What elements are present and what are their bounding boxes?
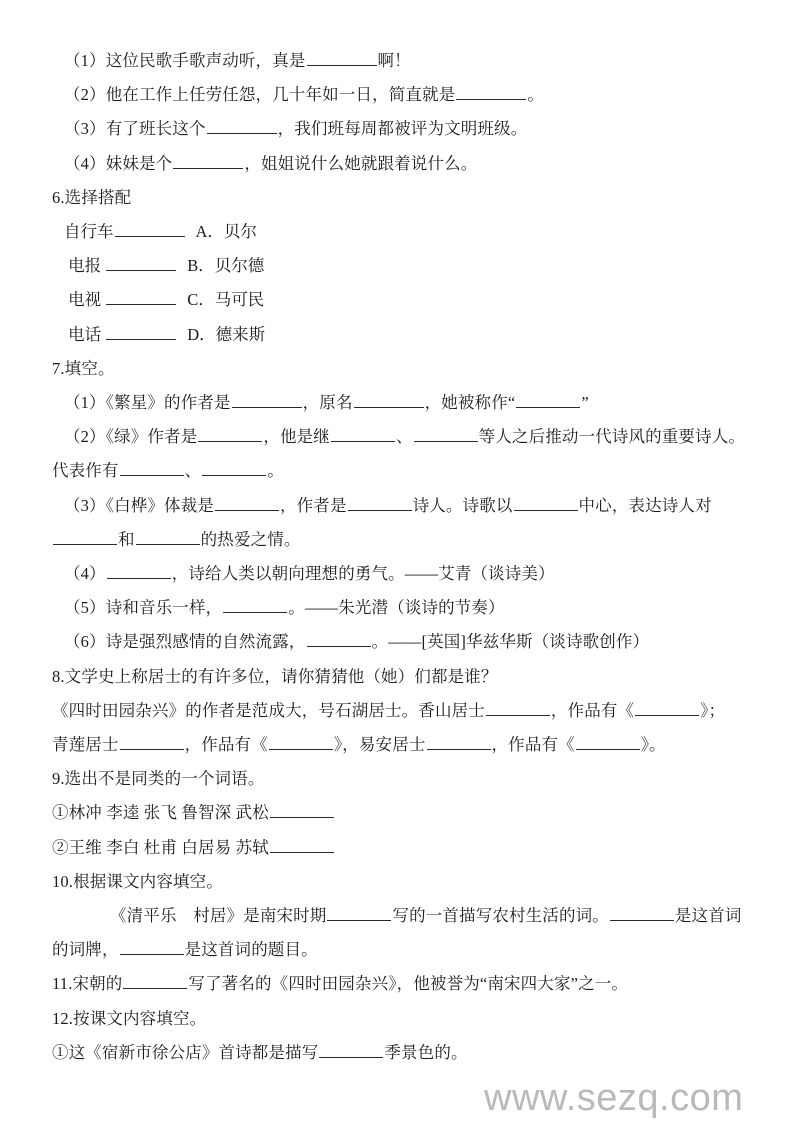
question-text: 青莲居士 xyxy=(52,735,119,755)
match-option: B．贝尔德 xyxy=(187,256,265,276)
question-text: ，作品有《 xyxy=(550,700,635,720)
question-text: 诗人。诗歌以 xyxy=(412,495,513,515)
question-text: ②王维 李白 杜甫 白居易 苏轼 xyxy=(52,837,269,857)
question-line xyxy=(52,147,748,181)
answer-blank[interactable] xyxy=(120,460,184,476)
answer-blank[interactable] xyxy=(456,84,526,100)
answer-blank[interactable] xyxy=(331,426,395,442)
answer-blank[interactable] xyxy=(576,734,640,750)
match-term: 电视 xyxy=(64,290,106,310)
site-watermark: www.sezq.com xyxy=(484,1077,744,1119)
question-line xyxy=(52,660,748,694)
question-text: （4）妹妹是个 xyxy=(64,153,173,173)
match-row xyxy=(52,283,748,317)
question-text: 7.填空。 xyxy=(52,358,115,378)
answer-blank[interactable] xyxy=(232,392,302,408)
question-text: ，作品有《 xyxy=(184,735,268,755)
question-text: 《清平乐 村居》是南宋时期 xyxy=(110,906,327,926)
question-line xyxy=(52,762,748,796)
answer-blank[interactable] xyxy=(207,118,277,134)
question-text: 的热爱之情。 xyxy=(200,529,301,549)
question-text: ，姐姐说什么她就跟着说什么。 xyxy=(244,153,478,173)
question-text: 。——朱光潜（谈诗的节奏） xyxy=(288,598,505,618)
answer-blank[interactable] xyxy=(514,494,578,510)
question-line xyxy=(52,78,748,112)
question-text: 》。 xyxy=(640,735,666,755)
question-line xyxy=(52,694,748,728)
question-text: 等人之后推动一代诗风的重要诗人。 xyxy=(478,427,746,447)
question-text: ，作者是 xyxy=(280,495,347,515)
question-line xyxy=(52,454,748,488)
answer-blank[interactable] xyxy=(120,734,184,750)
answer-blank[interactable] xyxy=(136,529,200,545)
match-term: 自行车 xyxy=(64,222,114,242)
question-line xyxy=(52,591,748,625)
question-text: 和 xyxy=(118,529,135,549)
answer-blank[interactable] xyxy=(327,905,391,921)
match-row xyxy=(52,215,748,249)
question-text: （2）《绿》作者是 xyxy=(64,427,198,447)
question-text: 是这首词 xyxy=(674,906,742,926)
question-text: 》，易安居士 xyxy=(333,735,426,755)
question-text: 9.选出不是同类的一个词语。 xyxy=(52,769,265,789)
question-line xyxy=(52,1002,748,1036)
answer-blank[interactable] xyxy=(202,460,266,476)
question-text: 写的一首描写农村生活的词。 xyxy=(392,906,609,926)
question-text: ，她被称作“ xyxy=(424,393,516,413)
question-text: （5）诗和音乐一样， xyxy=(64,598,223,618)
question-text: 》； xyxy=(700,700,726,720)
match-term: 电报 xyxy=(64,256,106,276)
question-line xyxy=(52,831,748,865)
answer-blank[interactable] xyxy=(354,392,424,408)
question-line xyxy=(52,420,748,454)
answer-blank[interactable] xyxy=(198,426,262,442)
answer-blank[interactable] xyxy=(115,221,185,237)
question-text: 。 xyxy=(527,85,545,105)
answer-blank[interactable] xyxy=(223,597,287,613)
question-line xyxy=(52,796,748,830)
match-row xyxy=(52,318,748,352)
question-text: 。 xyxy=(267,461,284,481)
question-text: （4） xyxy=(64,564,106,584)
answer-blank[interactable] xyxy=(307,631,371,647)
question-text: 写了著名的《四时田园杂兴》，他被誉为“南宋四大家”之一。 xyxy=(188,974,629,994)
question-text: ①林冲 李逵 张飞 鲁智深 武松 xyxy=(52,803,269,823)
question-text: 8.文学史上称居士的有许多位，请你猜猜他（她）们都是谁？ xyxy=(52,666,498,686)
question-line xyxy=(52,523,748,557)
answer-blank[interactable] xyxy=(414,426,478,442)
question-line xyxy=(52,865,748,899)
question-line xyxy=(52,967,748,1001)
question-text: 季景色的。 xyxy=(384,1042,468,1062)
question-text: 啊！ xyxy=(377,51,411,70)
question-text: 的词牌， xyxy=(52,940,119,960)
question-text: 6.选择搭配 xyxy=(52,187,132,207)
answer-blank[interactable] xyxy=(269,734,333,750)
question-text: 、 xyxy=(395,427,413,447)
answer-blank[interactable] xyxy=(486,700,550,716)
answer-blank[interactable] xyxy=(106,289,176,305)
answer-blank[interactable] xyxy=(173,152,243,168)
question-text: 。——[英国]华兹华斯（谈诗歌创作） xyxy=(371,632,650,652)
question-text: （3）《白桦》体裁是 xyxy=(64,495,214,515)
answer-blank[interactable] xyxy=(107,563,171,579)
question-line xyxy=(52,1036,748,1070)
question-line xyxy=(52,625,748,659)
question-text: 10.根据课文内容填空。 xyxy=(52,871,223,891)
question-line xyxy=(52,112,748,146)
match-option: A．贝尔 xyxy=(195,222,257,242)
question-text: ，诗给人类以朝向理想的勇气。——艾青（谈诗美） xyxy=(171,564,555,584)
question-text: 是这首词的题目。 xyxy=(184,940,318,960)
answer-blank[interactable] xyxy=(270,837,334,853)
question-line xyxy=(52,899,748,933)
question-text: ，原名 xyxy=(302,393,353,413)
question-text: （3）有了班长这个 xyxy=(64,119,206,139)
question-line xyxy=(52,933,748,967)
answer-blank[interactable] xyxy=(123,973,187,989)
question-line xyxy=(52,352,748,386)
answer-blank[interactable] xyxy=(120,939,184,955)
answer-blank[interactable] xyxy=(270,802,334,818)
question-text: （6）诗是强烈感情的自然流露， xyxy=(64,632,306,652)
answer-blank[interactable] xyxy=(319,1042,383,1058)
question-text: ，我们班每周都被评为文明班级。 xyxy=(277,119,528,139)
question-text: 、 xyxy=(184,461,202,481)
answer-blank[interactable] xyxy=(307,50,377,66)
question-text: 代表作有 xyxy=(52,461,119,481)
question-text: （1）这位民歌手歌声动听，真是 xyxy=(64,51,306,70)
answer-blank[interactable] xyxy=(610,905,674,921)
question-line xyxy=(52,557,748,591)
question-line xyxy=(52,728,748,762)
question-text: 中心，表达诗人对 xyxy=(578,495,712,515)
match-option: D．德来斯 xyxy=(187,324,266,344)
match-option: C．马可民 xyxy=(187,290,265,310)
question-line xyxy=(52,44,748,78)
question-text: （2）他在工作上任劳任怨，几十年如一日，简直就是 xyxy=(64,85,456,105)
question-line xyxy=(52,181,748,215)
document-body xyxy=(52,44,748,1070)
match-row xyxy=(52,249,748,283)
question-text: ①这《宿新市徐公店》首诗都是描写 xyxy=(52,1042,319,1062)
answer-blank[interactable] xyxy=(53,529,117,545)
answer-blank[interactable] xyxy=(516,392,580,408)
answer-blank[interactable] xyxy=(106,255,176,271)
answer-blank[interactable] xyxy=(106,323,176,339)
answer-blank[interactable] xyxy=(635,700,699,716)
question-text: ，他是继 xyxy=(263,427,330,447)
question-text: 11.宋朝的 xyxy=(52,974,123,994)
question-line xyxy=(52,489,748,523)
answer-blank[interactable] xyxy=(215,494,279,510)
question-text: 12.按课文内容填空。 xyxy=(52,1008,207,1028)
answer-blank[interactable] xyxy=(348,494,412,510)
match-term: 电话 xyxy=(64,324,106,344)
question-text: （1）《繁星》的作者是 xyxy=(64,393,231,413)
question-text: ，作品有《 xyxy=(491,735,575,755)
answer-blank[interactable] xyxy=(427,734,491,750)
question-line xyxy=(52,386,748,420)
question-text: ” xyxy=(581,393,589,413)
question-text: 《四时田园杂兴》的作者是范成大，号石湖居士。香山居士 xyxy=(52,700,485,720)
